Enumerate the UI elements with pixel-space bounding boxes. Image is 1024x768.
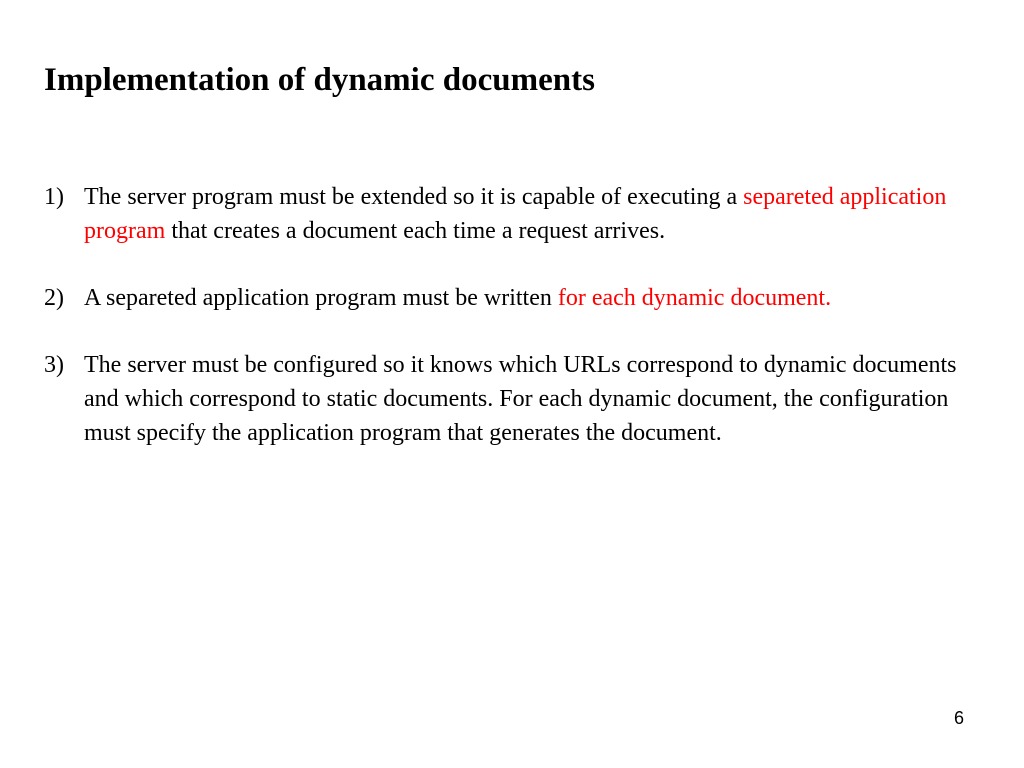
item-highlight: for each dynamic document. bbox=[557, 285, 832, 311]
list-item bbox=[44, 281, 964, 315]
item-text bbox=[84, 281, 964, 315]
page-number: 6 bbox=[953, 708, 964, 728]
numbered-list bbox=[44, 180, 964, 483]
item-text-after: that creates a document each time a request arrives. bbox=[165, 218, 666, 244]
item-number: 3) bbox=[44, 352, 64, 378]
list-item bbox=[44, 180, 964, 248]
item-text-before: The server must be configured so it knows which URLs correspond to dynamic documents and which correspond to static documents. For each dynamic document, the configuration must specify the application program that generates the document. bbox=[84, 352, 957, 446]
item-text bbox=[84, 180, 964, 248]
item-text-before: A separeted application program must be written bbox=[84, 285, 558, 311]
item-number: 2) bbox=[44, 285, 64, 311]
item-number: 1) bbox=[44, 184, 64, 210]
slide-title: Implementation of dynamic documents bbox=[44, 62, 595, 98]
list-item bbox=[44, 348, 964, 450]
item-text bbox=[84, 348, 964, 450]
item-text-before: The server program must be extended so it is capable of executing a bbox=[84, 184, 744, 210]
item-highlight: separeted application program bbox=[84, 184, 947, 244]
